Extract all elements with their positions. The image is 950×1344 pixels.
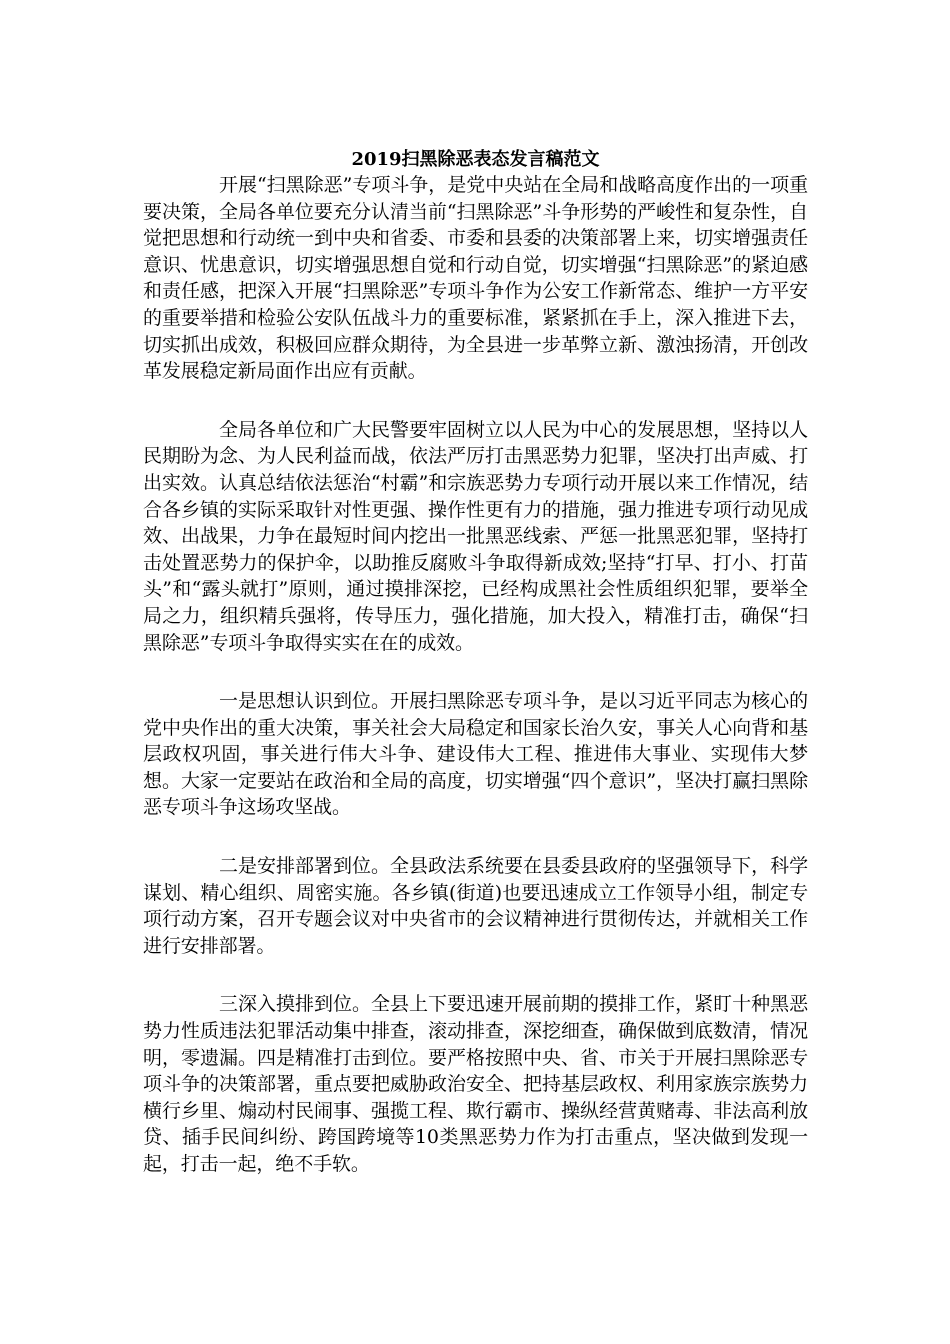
document-page [143,148,808,1210]
paragraph-2: 全局各单位和广大民警要牢固树立以人民为中心的发展思想，坚持以人民期盼为念、为人民利益而战，依法严厉打击黑恶势力犯罪，坚决打出声威、打出实效。认真总结依法惩治“村霸”和宗族恶势力专项行动开展以来工作情况，结合各乡镇的实际采取针对性更强、操作性更有力的措施，强力推进专项行动见成效、出战果，力争在最短时间内挖出一批黑恶线索、严惩一批黑恶犯罪，坚持打击处置恶势力的保护伞，以助推反腐败斗争取得新成效;坚持“打早、打小、打苗头”和“露头就打”原则，通过摸排深挖，已经构成黑社会性质组织犯罪，要举全局之力，组织精兵强将，传导压力，强化措施，加大投入，精准打击，确保“扫黑除恶”专项斗争取得实实在在的成效。 [143,418,808,654]
document-title: 2019扫黑除恶表态发言稿范文 [351,149,600,170]
paragraph-5: 三深入摸排到位。全县上下要迅速开展前期的摸排工作，紧盯十种黑恶势力性质违法犯罪活动集中排查，滚动排查，深挖细查，确保做到底数清，情况明，零遗漏。四是精准打击到位。要严格按照中央、省、市关于开展扫黑除恶专项斗争的决策部署，重点要把威胁政治安全、把持基层政权、利用家族宗族势力横行乡里、煽动村民闹事、强揽工程、欺行霸市、操纵经营黄赌毒、非法高利放贷、插手民间纠纷、跨国跨境等10类黑恶势力作为打击重点，坚决做到发现一起，打击一起，绝不手软。 [143,993,808,1175]
paragraph-3: 一是思想认识到位。开展扫黑除恶专项斗争，是以习近平同志为核心的党中央作出的重大决策，事关社会大局稳定和国家长治久安，事关人心向背和基层政权巩固，事关进行伟大斗争、建设伟大工程、推进伟大事业、实现伟大梦想。大家一定要站在政治和全局的高度，切实增强“四个意识”，坚决打赢扫黑除恶专项斗争这场攻坚战。 [143,690,808,819]
paragraph-4: 二是安排部署到位。全县政法系统要在县委县政府的坚强领导下，科学谋划、精心组织、周密实施。各乡镇(街道)也要迅速成立工作领导小组，制定专项行动方案，召开专题会议对中央省市的会议精神进行贯彻传达，并就相关工作进行安排部署。 [143,855,808,957]
paragraph-1: 开展“扫黑除恶”专项斗争，是党中央站在全局和战略高度作出的一项重要决策，全局各单位要充分认清当前“扫黑除恶”斗争形势的严峻性和复杂性，自觉把思想和行动统一到中央和省委、市委和县委的决策部署上来，切实增强责任意识、忧患意识，切实增强思想自觉和行动自觉，切实增强“扫黑除恶”的紧迫感和责任感，把深入开展“扫黑除恶”专项斗争作为公安工作新常态、维护一方平安的重要举措和检验公安队伍战斗力的重要标准，紧紧抓在手上，深入推进下去，切实抓出成效，积极回应群众期待，为全县进一步革弊立新、激浊扬清，开创改革发展稳定新局面作出应有贡献。 [143,174,808,383]
